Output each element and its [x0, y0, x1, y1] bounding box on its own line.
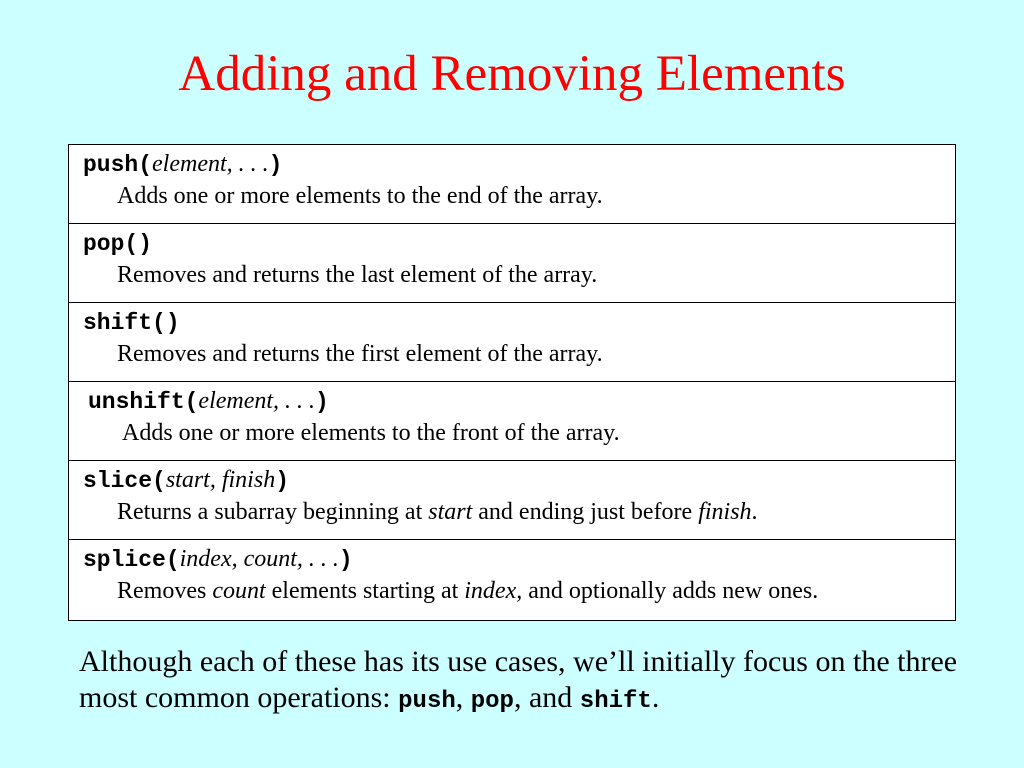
- method-signature: [88, 386, 329, 417]
- footer-code-shift: shift: [579, 688, 652, 715]
- method-name: shift(): [83, 310, 180, 336]
- desc-arg-count: count: [212, 578, 266, 604]
- desc-arg-start: start: [428, 499, 473, 525]
- desc-text: Removes and returns the last element of the array.: [117, 262, 598, 288]
- footer-sep: , and: [513, 681, 580, 714]
- desc-text: Removes and returns the first element of the array.: [117, 341, 603, 367]
- desc-text: elements starting at: [265, 578, 465, 604]
- method-table: [68, 144, 956, 621]
- method-name: pop(): [83, 231, 153, 257]
- method-signature: [83, 149, 282, 180]
- method-row-push: [69, 145, 955, 224]
- method-args: index, count, . . .: [179, 546, 339, 572]
- desc-text: and ending just before: [472, 499, 699, 525]
- method-description: [117, 497, 758, 527]
- desc-arg-finish: finish: [698, 499, 752, 525]
- footer-code-push: push: [398, 688, 456, 715]
- method-name: splice(: [83, 547, 180, 573]
- desc-text: Adds one or more elements to the end of the array.: [117, 183, 603, 209]
- method-row-unshift: [69, 382, 955, 461]
- method-signature: [83, 228, 152, 259]
- method-signature: [83, 544, 353, 575]
- method-signature: [83, 307, 180, 338]
- desc-arg-index: index,: [464, 578, 523, 604]
- method-close-paren: ): [268, 152, 283, 178]
- method-name: push(: [83, 152, 153, 178]
- desc-text: .: [751, 499, 758, 525]
- footer-end: .: [651, 681, 660, 714]
- method-signature: [83, 465, 289, 496]
- footer-note: [79, 644, 979, 720]
- method-name: slice(: [83, 468, 166, 494]
- method-args: start, finish: [165, 467, 276, 493]
- desc-text: Returns a subarray beginning at: [117, 499, 429, 525]
- desc-text: and optionally adds new ones.: [522, 578, 819, 604]
- method-description: [117, 260, 597, 290]
- method-description: [117, 181, 603, 211]
- method-name: unshift(: [88, 389, 199, 415]
- method-args: element, . . .: [198, 388, 316, 414]
- desc-text: Adds one or more elements to the front of the array.: [122, 420, 620, 446]
- method-description: [117, 576, 818, 606]
- method-args: element, . . .: [152, 151, 269, 177]
- desc-text: Removes: [117, 578, 213, 604]
- slide-title: Adding and Removing Elements: [178, 46, 846, 102]
- footer-code-pop: pop: [470, 688, 514, 715]
- method-close-paren: ): [338, 547, 353, 573]
- method-close-paren: ): [275, 468, 289, 494]
- method-close-paren: ): [315, 389, 329, 415]
- method-row-shift: [69, 303, 955, 382]
- method-description: [117, 339, 603, 369]
- footer-sep: ,: [455, 681, 471, 714]
- footer-text: Although each of these has its use cases, we’ll initially focus on the three most common operations:: [79, 645, 958, 714]
- method-row-pop: [69, 224, 955, 303]
- method-description: [122, 418, 620, 448]
- method-row-slice: [69, 461, 955, 540]
- method-row-splice: [69, 540, 955, 620]
